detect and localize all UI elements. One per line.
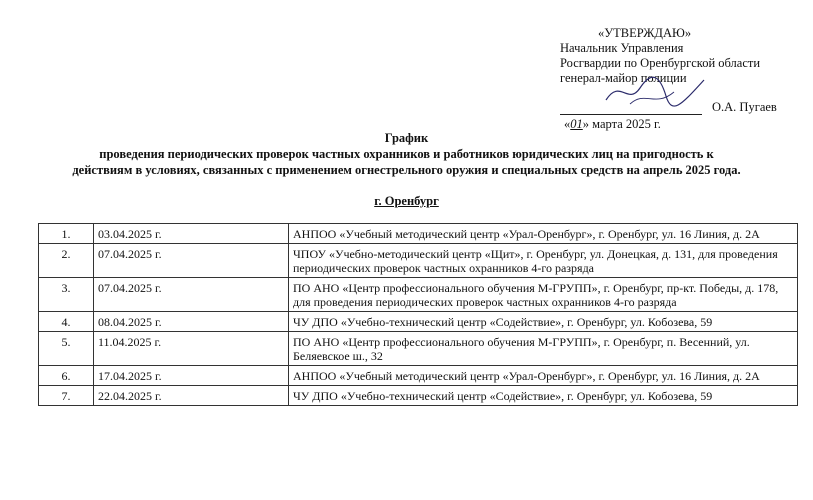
document-subtitle-line-2: действиям в условиях, связанных с применением огнестрельного оружия и специальных средств на апрель 2025 года. [72,163,741,177]
approval-heading: «УТВЕРЖДАЮ» [598,26,692,40]
schedule-table [38,223,798,406]
row-organization: ПО АНО «Центр профессионального обучения М-ГРУПП», г. Оренбург, п. Весенний, ул. Беляевское ш., 32 [289,332,798,366]
row-number: 7. [39,386,94,406]
approval-date: «01» марта 2025 г. [564,117,661,131]
row-organization: ЧУ ДПО «Учебно-технический центр «Содействие», г. Оренбург, ул. Кобозева, 59 [289,312,798,332]
row-date: 08.04.2025 г. [94,312,289,332]
row-number: 1. [39,224,94,244]
row-date: 07.04.2025 г. [94,278,289,312]
document-title: График [384,131,429,145]
row-organization: АНПОО «Учебный методический центр «Урал-Оренбург», г. Оренбург, ул. 16 Линия, д. 2А [289,366,798,386]
row-number: 6. [39,366,94,386]
row-organization: ПО АНО «Центр профессионального обучения М-ГРУПП», г. Оренбург, пр-кт. Победы, д. 178, для проведения периодических проверок частных охранников 4-го разряда [289,278,798,312]
row-date: 22.04.2025 г. [94,386,289,406]
row-number: 5. [39,332,94,366]
table-row [39,366,798,386]
table-row [39,224,798,244]
city-heading: г. Оренбург [374,194,439,208]
approval-position-line-1: Начальник Управления [560,41,684,55]
signer-name: О.А. Пугаев [712,100,777,114]
table-row [39,312,798,332]
table-row [39,278,798,312]
document-subtitle-line-1: проведения периодических проверок частных охранников и работников юридических лиц на пригодность к [99,147,714,161]
row-number: 4. [39,312,94,332]
table-row [39,244,798,278]
row-organization: ЧПОУ «Учебно-методический центр «Щит», г. Оренбург, ул. Донецкая, д. 131, для проведения периодических проверок частных охранников 4-го разряда [289,244,798,278]
row-number: 2. [39,244,94,278]
approval-date-day: 01 [570,117,583,131]
approval-position-line-2: Росгвардии по Оренбургской области [560,56,761,70]
handwritten-signature-icon [600,70,710,110]
approval-rank-line: генерал-майор полиции [560,71,687,85]
row-organization: ЧУ ДПО «Учебно-технический центр «Содействие», г. Оренбург, ул. Кобозева, 59 [289,386,798,406]
table-row [39,332,798,366]
row-date: 03.04.2025 г. [94,224,289,244]
table-row [39,386,798,406]
row-organization: АНПОО «Учебный методический центр «Урал-Оренбург», г. Оренбург, ул. 16 Линия, д. 2А [289,224,798,244]
document-title-block [0,130,813,178]
row-date: 07.04.2025 г. [94,244,289,278]
row-number: 3. [39,278,94,312]
row-date: 17.04.2025 г. [94,366,289,386]
row-date: 11.04.2025 г. [94,332,289,366]
